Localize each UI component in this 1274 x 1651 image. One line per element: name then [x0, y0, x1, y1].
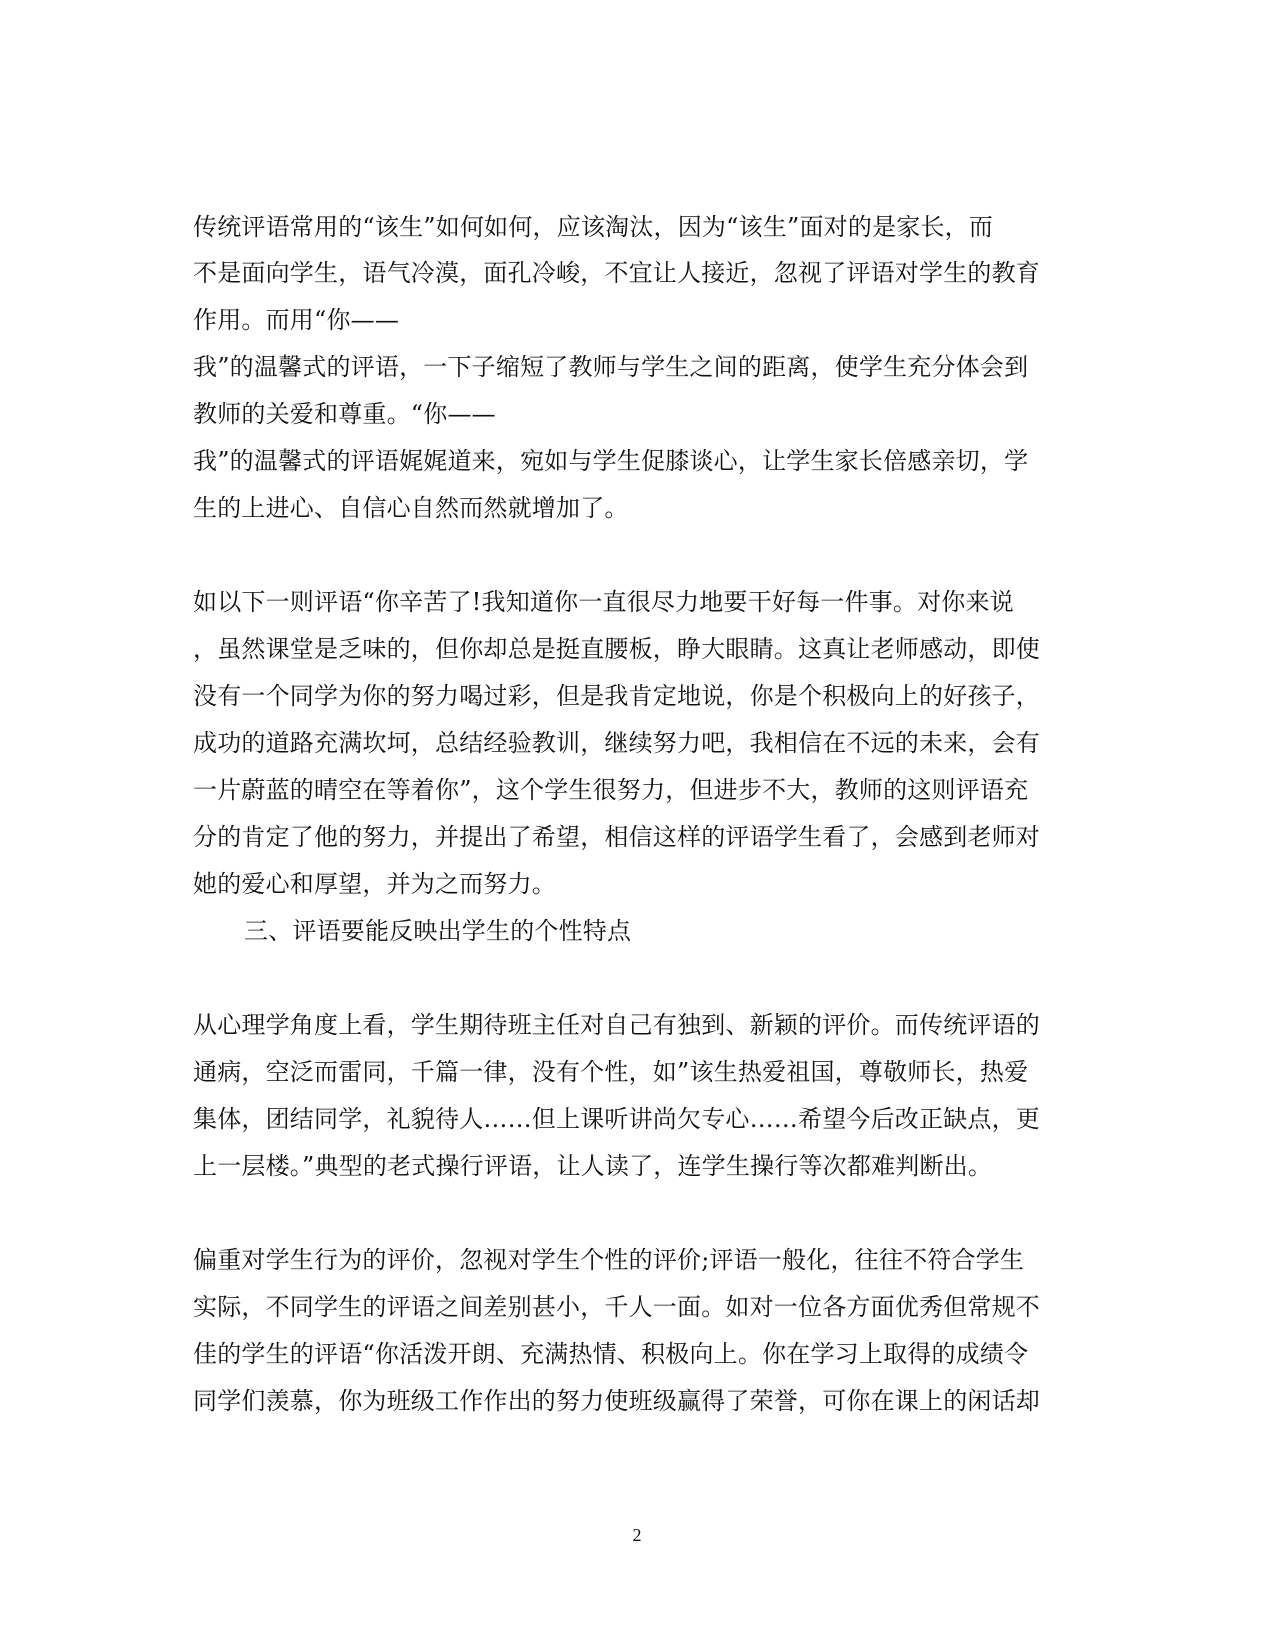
body-text-line: 我”的温馨式的评语，一下子缩短了教师与学生之间的距离，使学生充分体会到 — [193, 353, 1029, 381]
body-text-line: 作用。而用“你—— — [193, 306, 400, 334]
body-text-line: 不是面向学生，语气冷漠，面孔冷峻，不宜让人接近，忽视了评语对学生的教育 — [193, 259, 1040, 287]
body-text-line: 生的上进心、自信心自然而然就增加了。 — [193, 494, 629, 522]
body-text-line: 她的爱心和厚望，并为之而努力。 — [193, 870, 556, 898]
body-text-line: 同学们羡慕，你为班级工作作出的努力使班级赢得了荣誉，可你在课上的闲话却 — [193, 1387, 1040, 1415]
body-text-line: 我”的温馨式的评语娓娓道来，宛如与学生促膝谈心，让学生家长倍感亲切，学 — [193, 447, 1029, 475]
body-text-line: ，虽然课堂是乏味的，但你却总是挺直腰板，睁大眼睛。这真让老师感动，即使 — [193, 635, 1040, 663]
body-text-line: 分的肯定了他的努力，并提出了希望，相信这样的评语学生看了，会感到老师对 — [193, 823, 1040, 851]
body-text-line: 一片蔚蓝的晴空在等着你”，这个学生很努力，但进步不大，教师的这则评语充 — [193, 776, 1029, 804]
page-number: 2 — [632, 1525, 642, 1545]
body-text-line: 集体，团结同学，礼貌待人……但上课听讲尚欠专心……希望今后改正缺点，更 — [193, 1105, 1040, 1133]
body-text-line: 实际，不同学生的评语之间差别甚小，千人一面。如对一位各方面优秀但常规不 — [193, 1293, 1040, 1321]
body-text-line: 偏重对学生行为的评价，忽视对学生个性的评价;评语一般化，往往不符合学生 — [193, 1246, 1025, 1274]
section-heading: 三、评语要能反映出学生的个性特点 — [244, 917, 632, 945]
body-text-line: 没有一个同学为你的努力喝过彩，但是我肯定地说，你是个积极向上的好孩子， — [193, 682, 1040, 710]
body-text-line: 佳的学生的评语“你活泼开朗、充满热情、积极向上。你在学习上取得的成绩令 — [193, 1340, 1029, 1368]
body-text-line: 从心理学角度上看，学生期待班主任对自己有独到、新颖的评价。而传统评语的 — [193, 1011, 1040, 1039]
body-text-line: 通病，空泛而雷同，千篇一律，没有个性，如”该生热爱祖国，尊敬师长，热爱 — [193, 1058, 1029, 1086]
body-text-line: 上一层楼。”典型的老式操行评语，让人读了，连学生操行等次都难判断出。 — [193, 1152, 993, 1180]
body-text-line: 如以下一则评语“你辛苦了!我知道你一直很尽力地要干好每一件事。对你来说 — [193, 588, 1014, 616]
body-text-line: 传统评语常用的“该生”如何如何，应该淘汰，因为“该生”面对的是家长，而 — [193, 213, 994, 241]
body-text-line: 教师的关爱和尊重。“你—— — [193, 400, 496, 428]
body-text-line: 成功的道路充满坎坷，总结经验教训，继续努力吧，我相信在不远的未来，会有 — [193, 729, 1040, 757]
